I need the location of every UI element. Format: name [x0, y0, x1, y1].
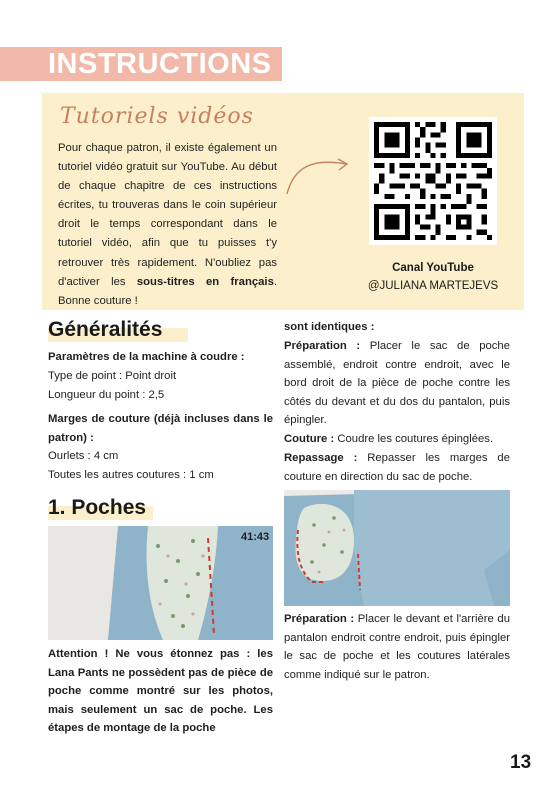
page-title: INSTRUCTIONS	[48, 48, 272, 80]
attention-note: Attention ! Ne vous étonnez pas : les Lana Pants ne possèdent pas de pièce de poche comme montré sur les photos, mais seulement un sac de poche. Les étapes de montage de la poche	[48, 648, 273, 735]
couture-text: Coudre les coutures épinglées.	[334, 433, 494, 445]
seam-margins-heading: Marges de couture (déjà incluses dans le patron) :	[48, 413, 273, 444]
other-seams-allowance: Toutes les autres coutures : 1 cm	[48, 469, 214, 481]
preparation-label: Préparation :	[284, 340, 361, 352]
tutorial-paragraph	[58, 139, 277, 311]
qr-code-icon[interactable]	[369, 117, 497, 245]
channel-handle[interactable]: @JULIANA MARTEJEVS	[367, 280, 499, 292]
pocket-photo-drawing	[48, 526, 273, 640]
attention-note-continued: sont identiques :	[284, 321, 375, 333]
tutorial-text-bold: sous-titres en français	[136, 275, 274, 288]
pocket-photo-front	[48, 526, 273, 640]
couture-label: Couture :	[284, 433, 335, 445]
preparation-step-1	[284, 337, 510, 430]
repassage-step	[284, 449, 510, 486]
preparation-label-2: Préparation :	[284, 613, 355, 625]
repassage-label: Repassage :	[284, 452, 358, 464]
preparation-text: Placer le sac de poche assemblé, endroit contre endroit, avec le bord droit de la pièce de poche contre les côtés du devant et du dos du pantalon, puis épingler.	[284, 340, 510, 427]
repassage-text: Repasser les marges de couture en direction du sac de poche.	[284, 452, 510, 483]
pocket-photo-pinned	[284, 490, 510, 606]
preparation-text-2: Placer le devant et l'arrière du pantalon endroit contre endroit, puis épingler le sac de poche et les coutures latérales comme indiqué sur le patron.	[284, 613, 510, 681]
tutorial-text: Pour chaque patron, il existe également un tutoriel vidéo gratuit sur YouTube. Au début de chaque chapitre de ces instructions écrites, tu trouveras dans le coin supérieur droit le temps correspondant dans le tutoriel vidéo, afin que tu puisses t'y retrouver très rapidement. N'oubliez pas d'activer les	[58, 142, 277, 288]
machine-settings-heading: Paramètres de la machine à coudre :	[48, 351, 245, 363]
tutorial-heading: Tutoriels vidéos	[60, 104, 254, 129]
video-timestamp: 41:43	[241, 531, 270, 543]
stitch-type: Type de point : Point droit	[48, 370, 177, 382]
hem-allowance: Ourlets : 4 cm	[48, 450, 119, 462]
page-number: 13	[510, 752, 532, 773]
section-title-poches: 1. Poches	[48, 496, 147, 519]
section-title-generalites: Généralités	[48, 318, 163, 341]
channel-name: Canal YouTube	[392, 262, 474, 274]
stitch-length: Longueur du point : 2,5	[48, 389, 165, 401]
couture-step	[284, 430, 510, 449]
pocket-photo-drawing	[284, 490, 510, 606]
tutorial-text-end: . Bonne couture !	[58, 275, 277, 307]
preparation-step-2	[284, 610, 510, 684]
arrow-icon	[284, 148, 354, 198]
